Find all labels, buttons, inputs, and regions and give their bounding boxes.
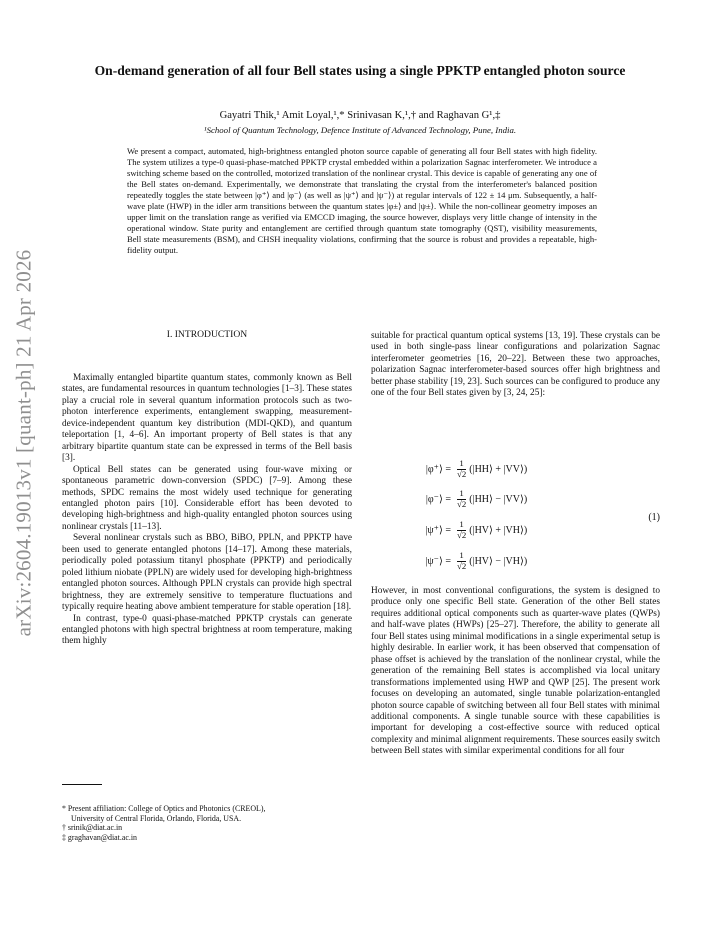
arxiv-watermark-text: arXiv:2604.19013v1 [quant-ph] 21 Apr 2026 bbox=[11, 249, 36, 637]
equation-lhs: |ψ⁻⟩ = bbox=[425, 555, 451, 567]
footnote: * Present affiliation: College of Optics and Photonics (CREOL), bbox=[62, 804, 266, 813]
paragraph: Several nonlinear crystals such as BBO, BiBO, PPLN, and PPKTP have been used to generate entangled photons [14–17]. Among these materials, periodically poled potassium titanyl phosphate (PPKTP) and periodically poled lithium niobate (PPLN) are widely used for developing high-brightness entangled photon sources. Although PPLN crystals can provide high spectral brightness, they are extremely sensitive to temperature fluctuations and typically require heating above ambient temperature for stable operation [18]. bbox=[62, 533, 352, 613]
equation-psi-plus bbox=[371, 516, 527, 544]
fraction-numerator: 1 bbox=[459, 519, 464, 529]
equation-rhs: (|HV⟩ + |VH⟩) bbox=[469, 524, 528, 536]
paragraph: However, in most conventional configurations, the system is designed to produce only one specific Bell state. Generation of the other Bell states requires additional optical components such as quarter-wave plates (QWPs) and half-wave plates (HWPs) [25–27]. Therefore, the ability to generate all four Bell states using minimal modifications in a single experimental setup is highly desirable. In earlier work, it has been observed that compensation of phase offset is achieved by the translation of the nonlinear crystal, while the generation of the remaining Bell states is accomplished via local unitary transformations implemented using HWP and QWP [25]. The present work focuses on developing an automated, single tunable polarization-entangled photon source capable of switching between all four Bell states with minimal additional components. A single tunable source with these capabilities is important for developing a cost-effective source with reduced optical complexity and minimal alignment requirements. These sources easily switch between Bell states with similar experimental conditions for all four bbox=[371, 586, 660, 757]
footnote-email: † srinik@diat.ac.in bbox=[62, 823, 123, 833]
footnote-divider bbox=[62, 784, 102, 785]
abstract: We present a compact, automated, high-brightness entangled photon source capable of generating all four Bell states with high fidelity. The system utilizes a type-0 quasi-phase-matched PPKTP crystal embedded within a polarization Sagnac interferometer. We introduce a switching scheme based on the controlled, motorized translation of the nonlinear crystal. This device is capable of generating any one of the Bell states on-demand. Experimentally, we demonstrate that translating the crystal from the interferometer's balanced position repeatedly toggles the state between |φ⁺⟩ and |φ⁻⟩ (as well as |ψ⁺⟩ and |ψ⁻⟩) at regular intervals of 122 ± 14 μm. Subsequently, a half-wave plate (HWP) in the idler arm transitions between the quantum states |φ±⟩ and |ψ±⟩. While the non-collinear geometry imposes an upper limit on the translation range as verified via EMCCD imaging, the source however, displays very little change of intensity in the operational window. State purity and entanglement are certified through quantum state tomography (QST), visibility measurements, Bell state measurements (BSM), and CHSH inequality violations, confirming that the source is robust and provides a repeatable, high-fidelity output. bbox=[127, 146, 597, 255]
equation-rhs: (|HH⟩ + |VV⟩) bbox=[469, 463, 528, 475]
paragraph: suitable for practical quantum optical systems [13, 19]. These crystals can be used in both single-pass linear configurations and polarization Sagnac interferometer geometries [16, 20–22]. Between these two approaches, polarization Sagnac interferometer-based sources offer high brightness and better phase stability [19, 23]. Such sources can be configured to produce any one of the four Bell states given by [3, 24, 25]: bbox=[371, 331, 660, 399]
author-list: Gayatri Thik,¹ Amit Loyal,¹,* Srinivasan K,¹,† and Raghavan G¹,‡ bbox=[219, 110, 501, 121]
footnote-email: ‡ graghavan@diat.ac.in bbox=[62, 832, 137, 842]
fraction-numerator: 1 bbox=[459, 550, 464, 560]
equation-lhs: |φ⁻⟩ = bbox=[425, 493, 451, 505]
fraction-denominator: √2 bbox=[457, 498, 467, 509]
fraction bbox=[457, 551, 466, 571]
paragraph: Maximally entangled bipartite quantum states, commonly known as Bell states, are fundamental resources in quantum technologies [1–3]. These states play a crucial role in several quantum information protocols such as two-photon interference experiments, entanglement swapping, measurement-device-independent quantum key distribution (MDI-QKD), and quantum teleportation [1, 4–6]. An important property of Bell states is that any arbitrary bipartite quantum state can be expressed in terms of the Bell basis [3]. bbox=[62, 373, 352, 464]
equation-psi-minus bbox=[371, 547, 527, 575]
fraction-denominator: √2 bbox=[457, 468, 467, 479]
section-heading-introduction: I. INTRODUCTION bbox=[166, 329, 248, 340]
equation-number: (1) bbox=[648, 512, 660, 523]
arxiv-watermark bbox=[10, 238, 38, 648]
equation-phi-plus bbox=[371, 455, 527, 483]
equation-phi-minus bbox=[371, 485, 527, 513]
paper-title: On-demand generation of all four Bell states using a single PPKTP entangled photon source bbox=[94, 63, 626, 78]
bell-state-equations bbox=[371, 455, 660, 582]
right-column-bottom bbox=[371, 586, 660, 758]
right-column-top bbox=[371, 331, 660, 400]
affiliation: ¹School of Quantum Technology, Defence Institute of Advanced Technology, Pune, India. bbox=[203, 125, 517, 135]
footnote: University of Central Florida, Orlando, Florida, USA. bbox=[71, 813, 242, 823]
equation-lhs: |ψ⁺⟩ = bbox=[425, 524, 451, 536]
fraction bbox=[457, 489, 466, 509]
left-column bbox=[62, 373, 352, 648]
fraction-numerator: 1 bbox=[459, 488, 464, 498]
fraction-denominator: √2 bbox=[457, 529, 467, 540]
fraction bbox=[457, 459, 466, 479]
equation-lhs: |φ⁺⟩ = bbox=[425, 463, 451, 475]
footnotes bbox=[62, 804, 352, 842]
fraction-denominator: √2 bbox=[457, 560, 467, 571]
paragraph: In contrast, type-0 quasi-phase-matched PPKTP crystals can generate entangled photons with high spectral brightness at room temperature, making them highly bbox=[62, 613, 352, 647]
equation-rhs: (|HH⟩ − |VV⟩) bbox=[469, 493, 528, 505]
paragraph: Optical Bell states can be generated using four-wave mixing or spontaneous parametric down-conversion (SPDC) [7–9]. Among these methods, SPDC remains the most widely used technique for generating entangled photon pairs [10]. Considerable effort has been devoted to developing high-brightness and high-quality entangled photon sources using nonlinear crystals [11–13]. bbox=[62, 464, 352, 532]
fraction-numerator: 1 bbox=[459, 458, 464, 468]
fraction bbox=[457, 520, 466, 540]
equation-rhs: (|HV⟩ − |VH⟩) bbox=[469, 555, 528, 567]
